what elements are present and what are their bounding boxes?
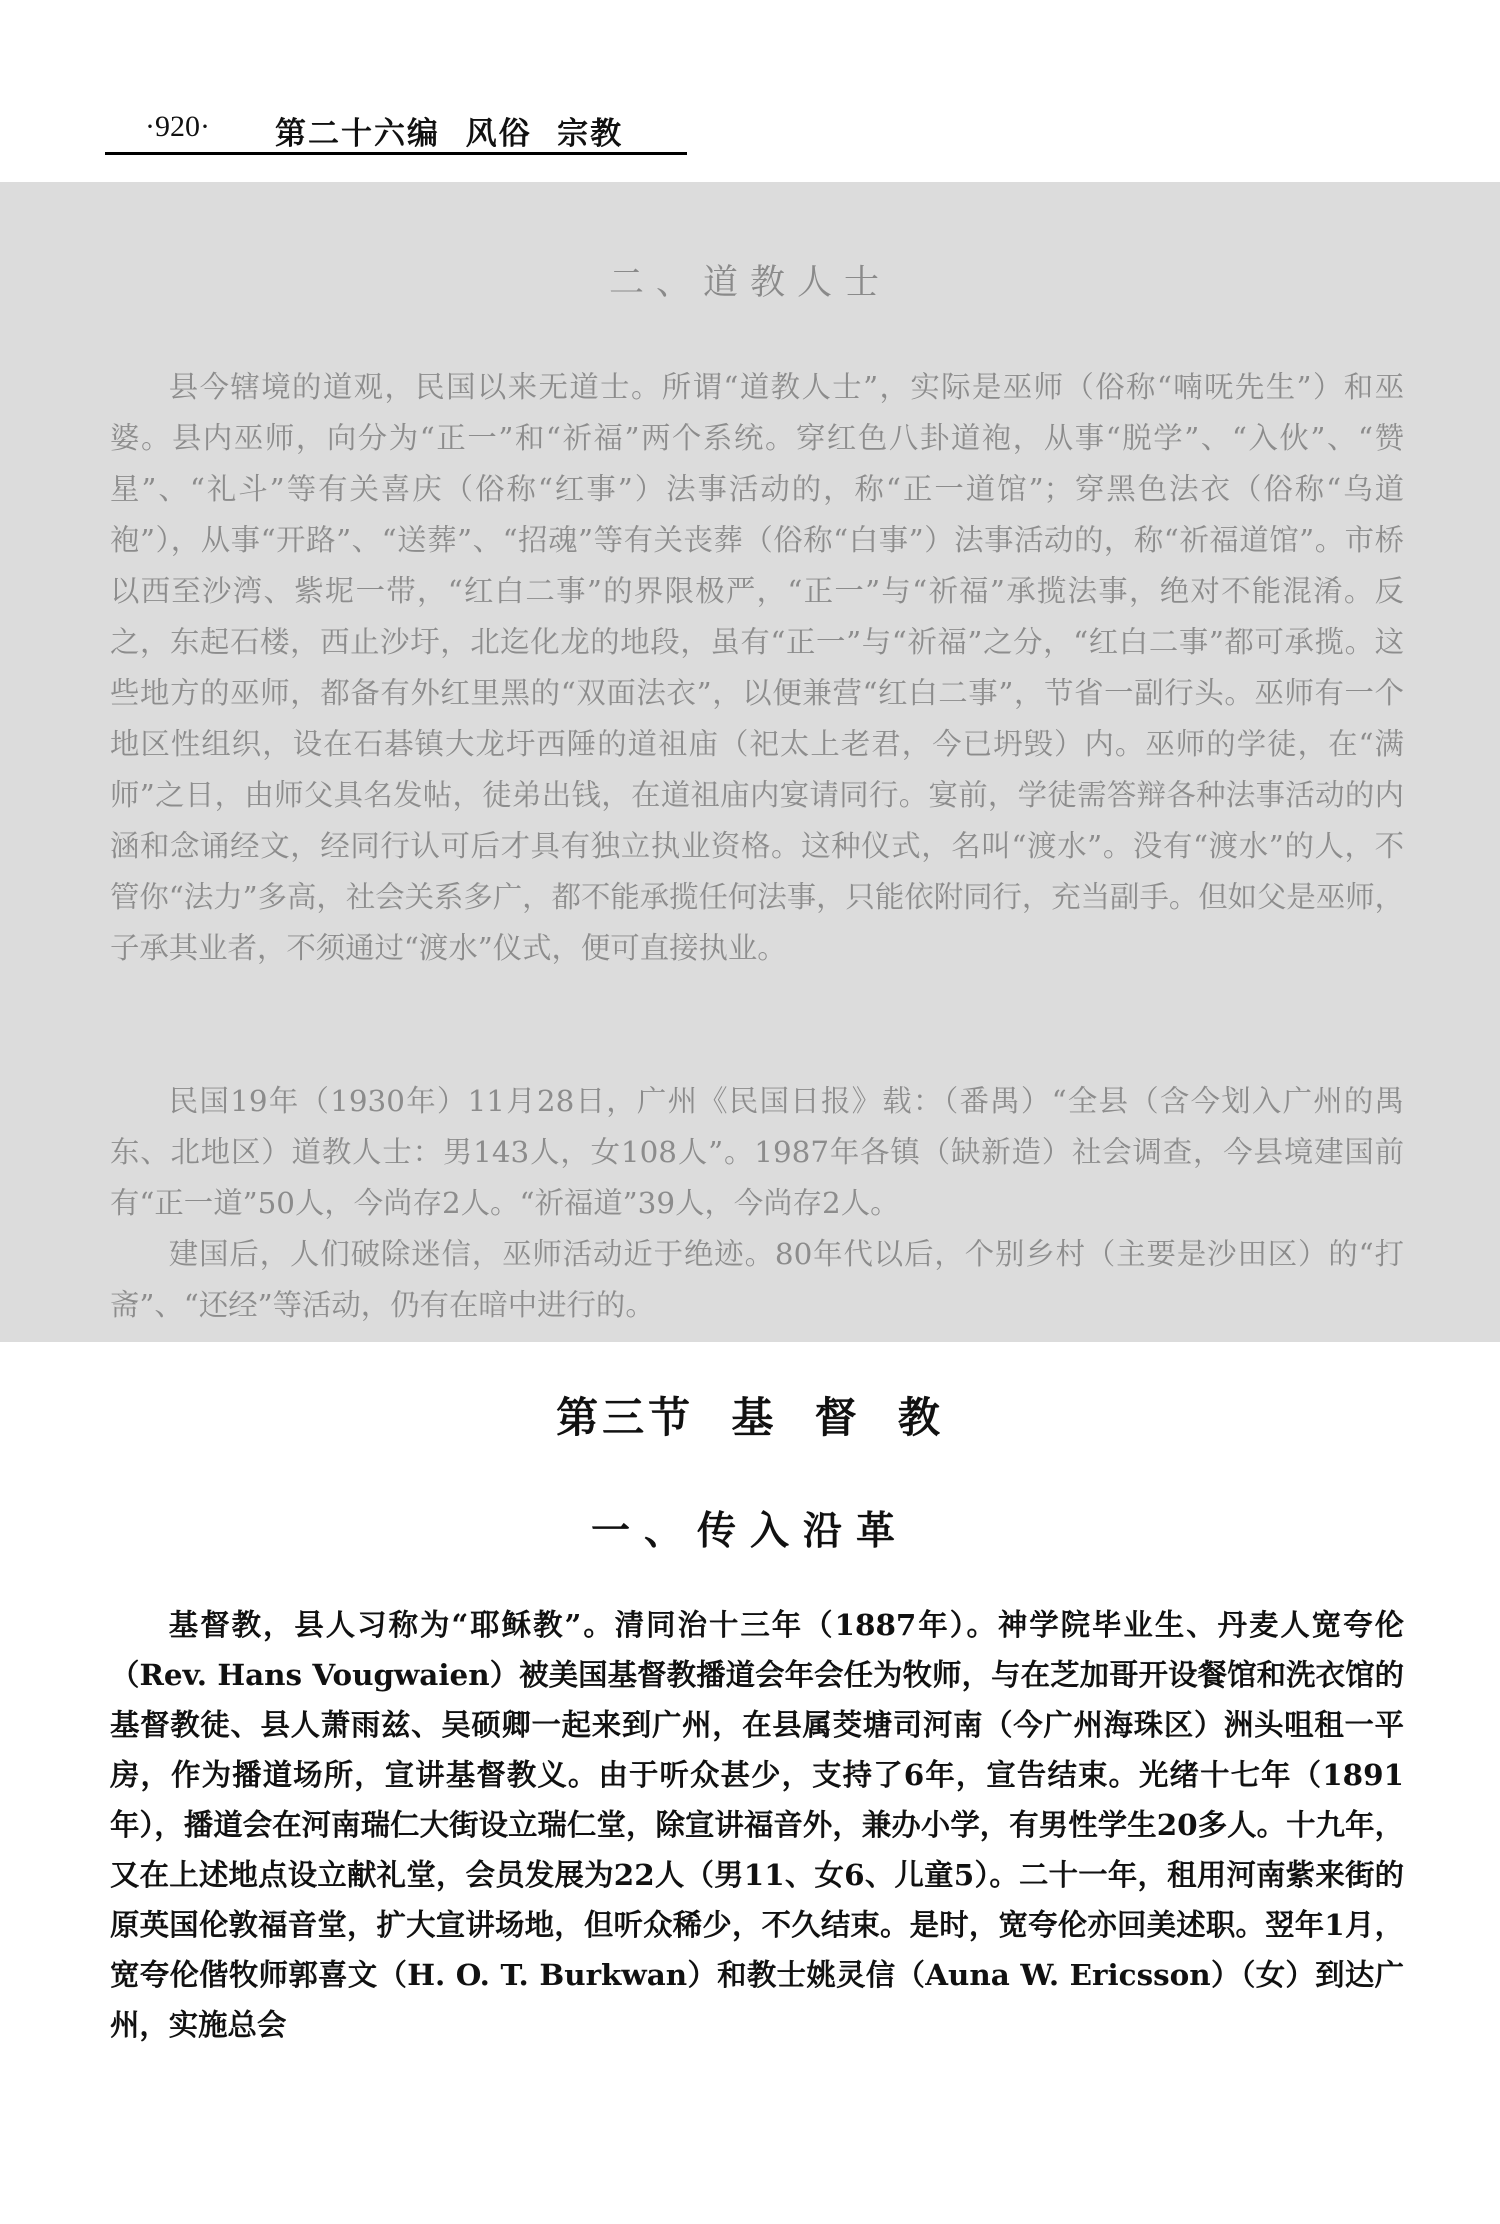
subsection-heading-introduction: 一、传入沿革 bbox=[590, 1508, 909, 1554]
paragraph-taoist-2: 民国19年（1930年）11月28日，广州《民国日报》载：（番禺）“全县（含今划入广州的禺东、北地区）道教人士：男143人，女108人”。1987年各镇（缺新造）社会调查，今县境建国前有“正一道”50人，今尚存2人。“祈福道”39人，今尚存2人。 bbox=[110, 1084, 1404, 1220]
paragraph-taoist-3: 建国后，人们破除迷信，巫师活动近于绝迹。80年代以后，个别乡村（主要是沙田区）的“打斋”、“还经”等活动，仍有在暗中进行的。 bbox=[110, 1237, 1404, 1322]
chapter-title: 第二十六编 风俗 宗教 bbox=[275, 116, 624, 152]
section-heading-christianity: 第三节 基 督 教 bbox=[556, 1393, 944, 1442]
paragraph-taoist-1: 县今辖境的道观，民国以来无道士。所谓“道教人士”，实际是巫师（俗称“喃呒先生”）和巫婆。县内巫师，向分为“正一”和“祈福”两个系统。穿红色八卦道袍，从事“脱学”、“入伙”、“赞星”、“礼斗”等有关喜庆（俗称“红事”）法事活动的，称“正一道馆”；穿黑色法衣（俗称“乌道袍”），从事“开路”、“送葬”、“招魂”等有关丧葬（俗称“白事”）法事活动的，称“祈福道馆”。市桥以西至沙湾、紫坭一带，“红白二事”的界限极严，“正一”与“祈福”承揽法事，绝对不能混淆。反之，东起石楼，西止沙圩，北迄化龙的地段，虽有“正一”与“祈福”之分，“红白二事”都可承揽。这些地方的巫师，都备有外红里黑的“双面法衣”，以便兼营“红白二事”，节省一副行头。巫师有一个地区性组织，设在石碁镇大龙圩西陲的道祖庙（祀太上老君，今已坍毁）内。巫师的学徒，在“满师”之日，由师父具名发帖，徒弟出钱，在道祖庙内宴请同行。宴前，学徒需答辩各种法事活动的内涵和念诵经文，经同行认可后才具有独立执业资格。这种仪式，名叫“渡水”。没有“渡水”的人，不管你“法力”多高，社会关系多广，都不能承揽任何法事，只能依附同行，充当副手。但如父是巫师，子承其业者，不须通过“渡水”仪式，便可直接执业。 bbox=[110, 370, 1404, 965]
paragraph-christianity-1: 基督教，县人习称为“耶稣教”。清同治十三年（1887年）。神学院毕业生、丹麦人宽夸伦（Rev. Hans Vougwaien）被美国基督教播道会年会任为牧师，与在芝加哥开设餐馆和洗衣馆的基督教徒、县人萧雨兹、吴硕卿一起来到广州，在县属茭塘司河南（今广州海珠区）洲头咀租一平房，作为播道场所，宣讲基督教义。由于听众甚少，支持了6年，宣告结束。光绪十七年（1891年），播道会在河南瑞仁大街设立瑞仁堂，除宣讲福音外，兼办小学，有男性学生20多人。十九年，又在上述地点设立献礼堂，会员发展为22人（男11、女6、儿童5）。二十一年，租用河南紫来街的原英国伦敦福音堂，扩大宣讲场地，但听众稀少，不久结束。是时，宽夸伦亦回美述职。翌年1月，宽夸伦偕牧师郭喜文（H. O. T. Burkwan）和教士姚灵信（Auna W. Ericsson）（女）到达广州，实施总会 bbox=[110, 1607, 1404, 2042]
page-number: ·920· bbox=[145, 110, 210, 143]
section-heading-taoist: 二、道教人士 bbox=[608, 263, 891, 303]
page-header bbox=[105, 108, 687, 155]
